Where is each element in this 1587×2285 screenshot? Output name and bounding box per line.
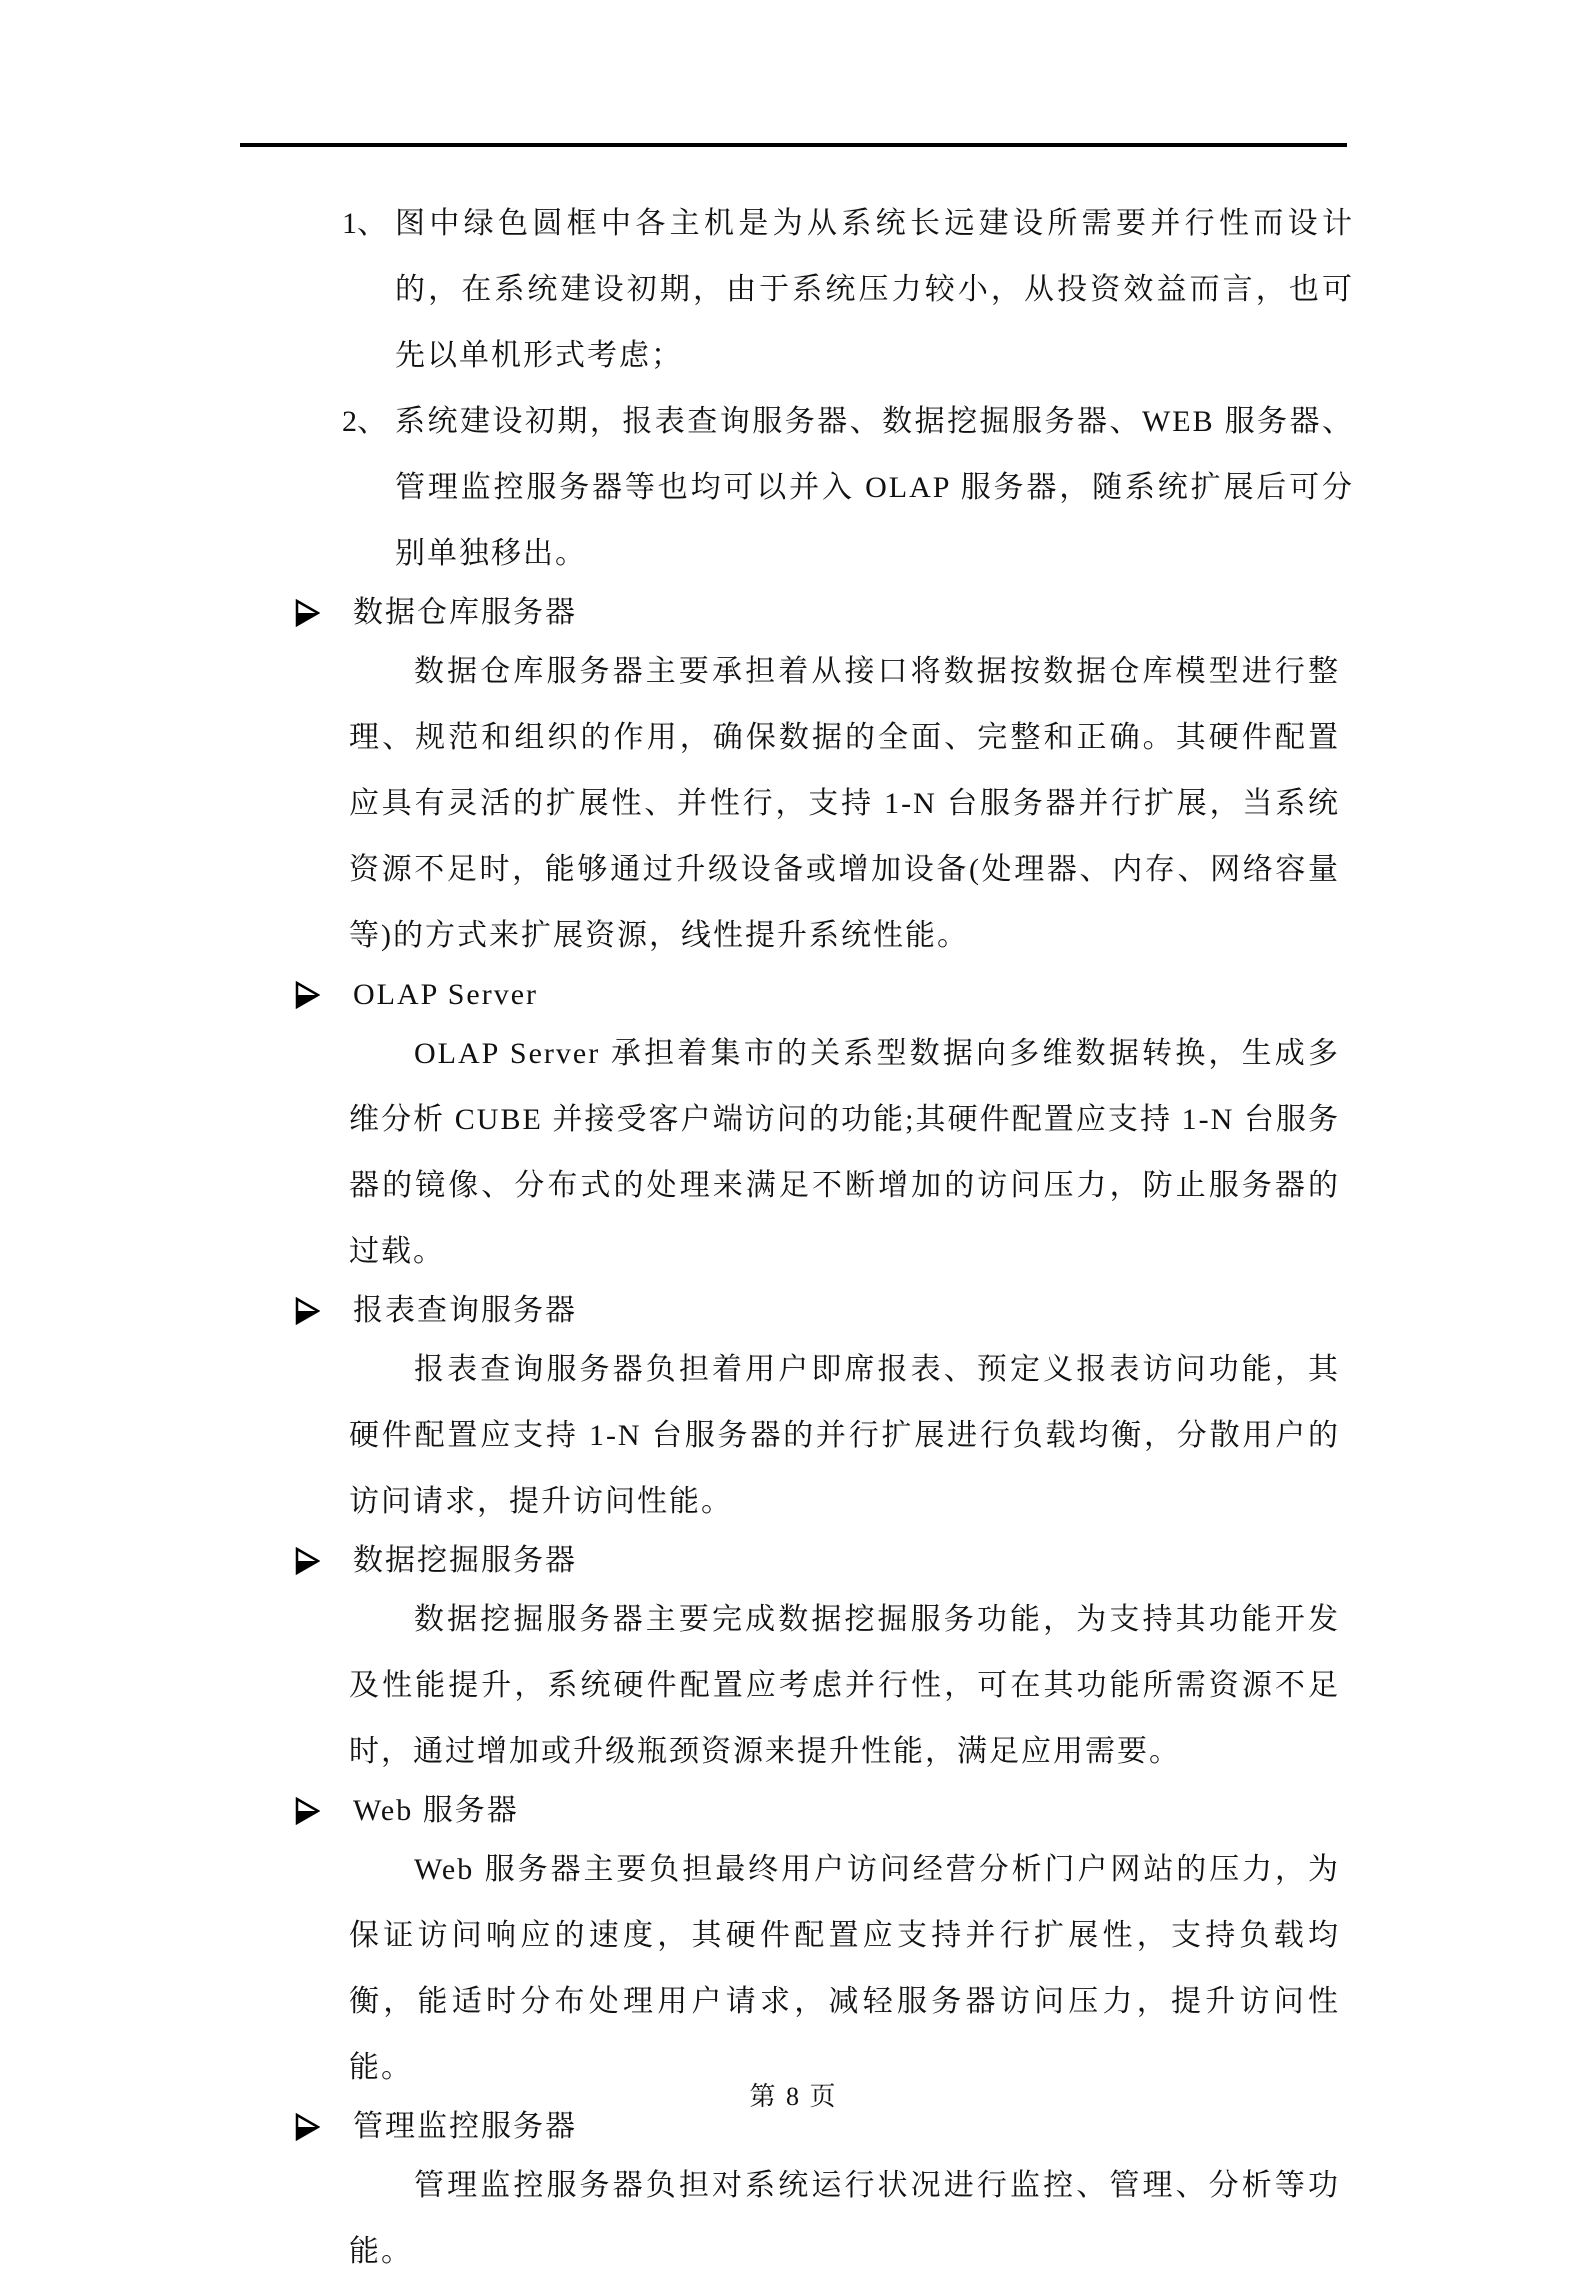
- section-heading-label: 报表查询服务器: [353, 1294, 577, 1327]
- section-heading: [353, 1535, 1587, 1587]
- section-heading: [353, 1285, 1587, 1337]
- section-paragraph: 数据仓库服务器主要承担着从接口将数据按数据仓库模型进行整理、规范和组织的作用，确保数据的全面、完整和正确。其硬件配置应具有灵活的扩展性、并性行，支持 1-N 台服务器并行扩展，当系统资源不足时，能够通过升级设备或增加设备(处理器、内存、网络容量等)的方式来扩展资源，线性提升系统性能。: [349, 655, 1340, 952]
- numbered-item-text: 系统建设初期，报表查询服务器、数据挖掘服务器、WEB 服务器、管理监控服务器等也均可以并入 OLAP 服务器，随系统扩展后可分别单独移出。: [395, 405, 1354, 570]
- section-heading-label: 数据挖掘服务器: [353, 1544, 577, 1577]
- numbered-item: [342, 191, 1354, 389]
- section-heading: [353, 1785, 1587, 1837]
- arrow-bullet-icon: [295, 1547, 320, 1575]
- arrow-bullet-icon: [295, 1297, 320, 1325]
- document-body: [0, 191, 1587, 2285]
- section-paragraph: 管理监控服务器负担对系统运行状况进行监控、管理、分析等功能。: [349, 2169, 1340, 2268]
- arrow-bullet-icon: [295, 981, 320, 1009]
- arrow-bullet-icon: [295, 1797, 320, 1825]
- section-heading: [353, 587, 1587, 639]
- arrow-bullet-icon: [295, 599, 320, 627]
- section-heading-label: Web 服务器: [353, 1794, 519, 1827]
- numbered-item-text: 图中绿色圆框中各主机是为从系统长远建设所需要并行性而设计的，在系统建设初期，由于系统压力较小，从投资效益而言，也可先以单机形式考虑；: [395, 207, 1354, 372]
- section-paragraph: 数据挖掘服务器主要完成数据挖掘服务功能，为支持其功能开发及性能提升，系统硬件配置应考虑并行性，可在其功能所需资源不足时，通过增加或升级瓶颈资源来提升性能，满足应用需要。: [349, 1603, 1340, 1768]
- numbered-item: [342, 389, 1354, 587]
- section-heading-label: OLAP Server: [353, 978, 539, 1011]
- numbered-item-marker: 2、: [342, 405, 387, 438]
- section-paragraph: 报表查询服务器负担着用户即席报表、预定义报表访问功能，其硬件配置应支持 1-N 台服务器的并行扩展进行负载均衡，分散用户的访问请求，提升访问性能。: [349, 1353, 1340, 1518]
- header-rule: [240, 143, 1347, 147]
- section-heading: [353, 969, 1587, 1021]
- section-paragraph: OLAP Server 承担着集市的关系型数据向多维数据转换，生成多维分析 CUBE 并接受客户端访问的功能;其硬件配置应支持 1-N 台服务器的镜像、分布式的处理来满足不断增加的访问压力，防止服务器的过载。: [349, 1037, 1340, 1268]
- section-heading-label: 数据仓库服务器: [353, 596, 577, 629]
- section-heading-label: 管理监控服务器: [353, 2110, 577, 2143]
- page-number: 第 8 页: [749, 2082, 838, 2111]
- section-paragraph: Web 服务器主要负担最终用户访问经营分析门户网站的压力，为保证访问响应的速度，其硬件配置应支持并行扩展性，支持负载均衡，能适时分布处理用户请求，减轻服务器访问压力，提升访问性能。: [349, 1853, 1340, 2084]
- numbered-item-marker: 1、: [342, 207, 387, 240]
